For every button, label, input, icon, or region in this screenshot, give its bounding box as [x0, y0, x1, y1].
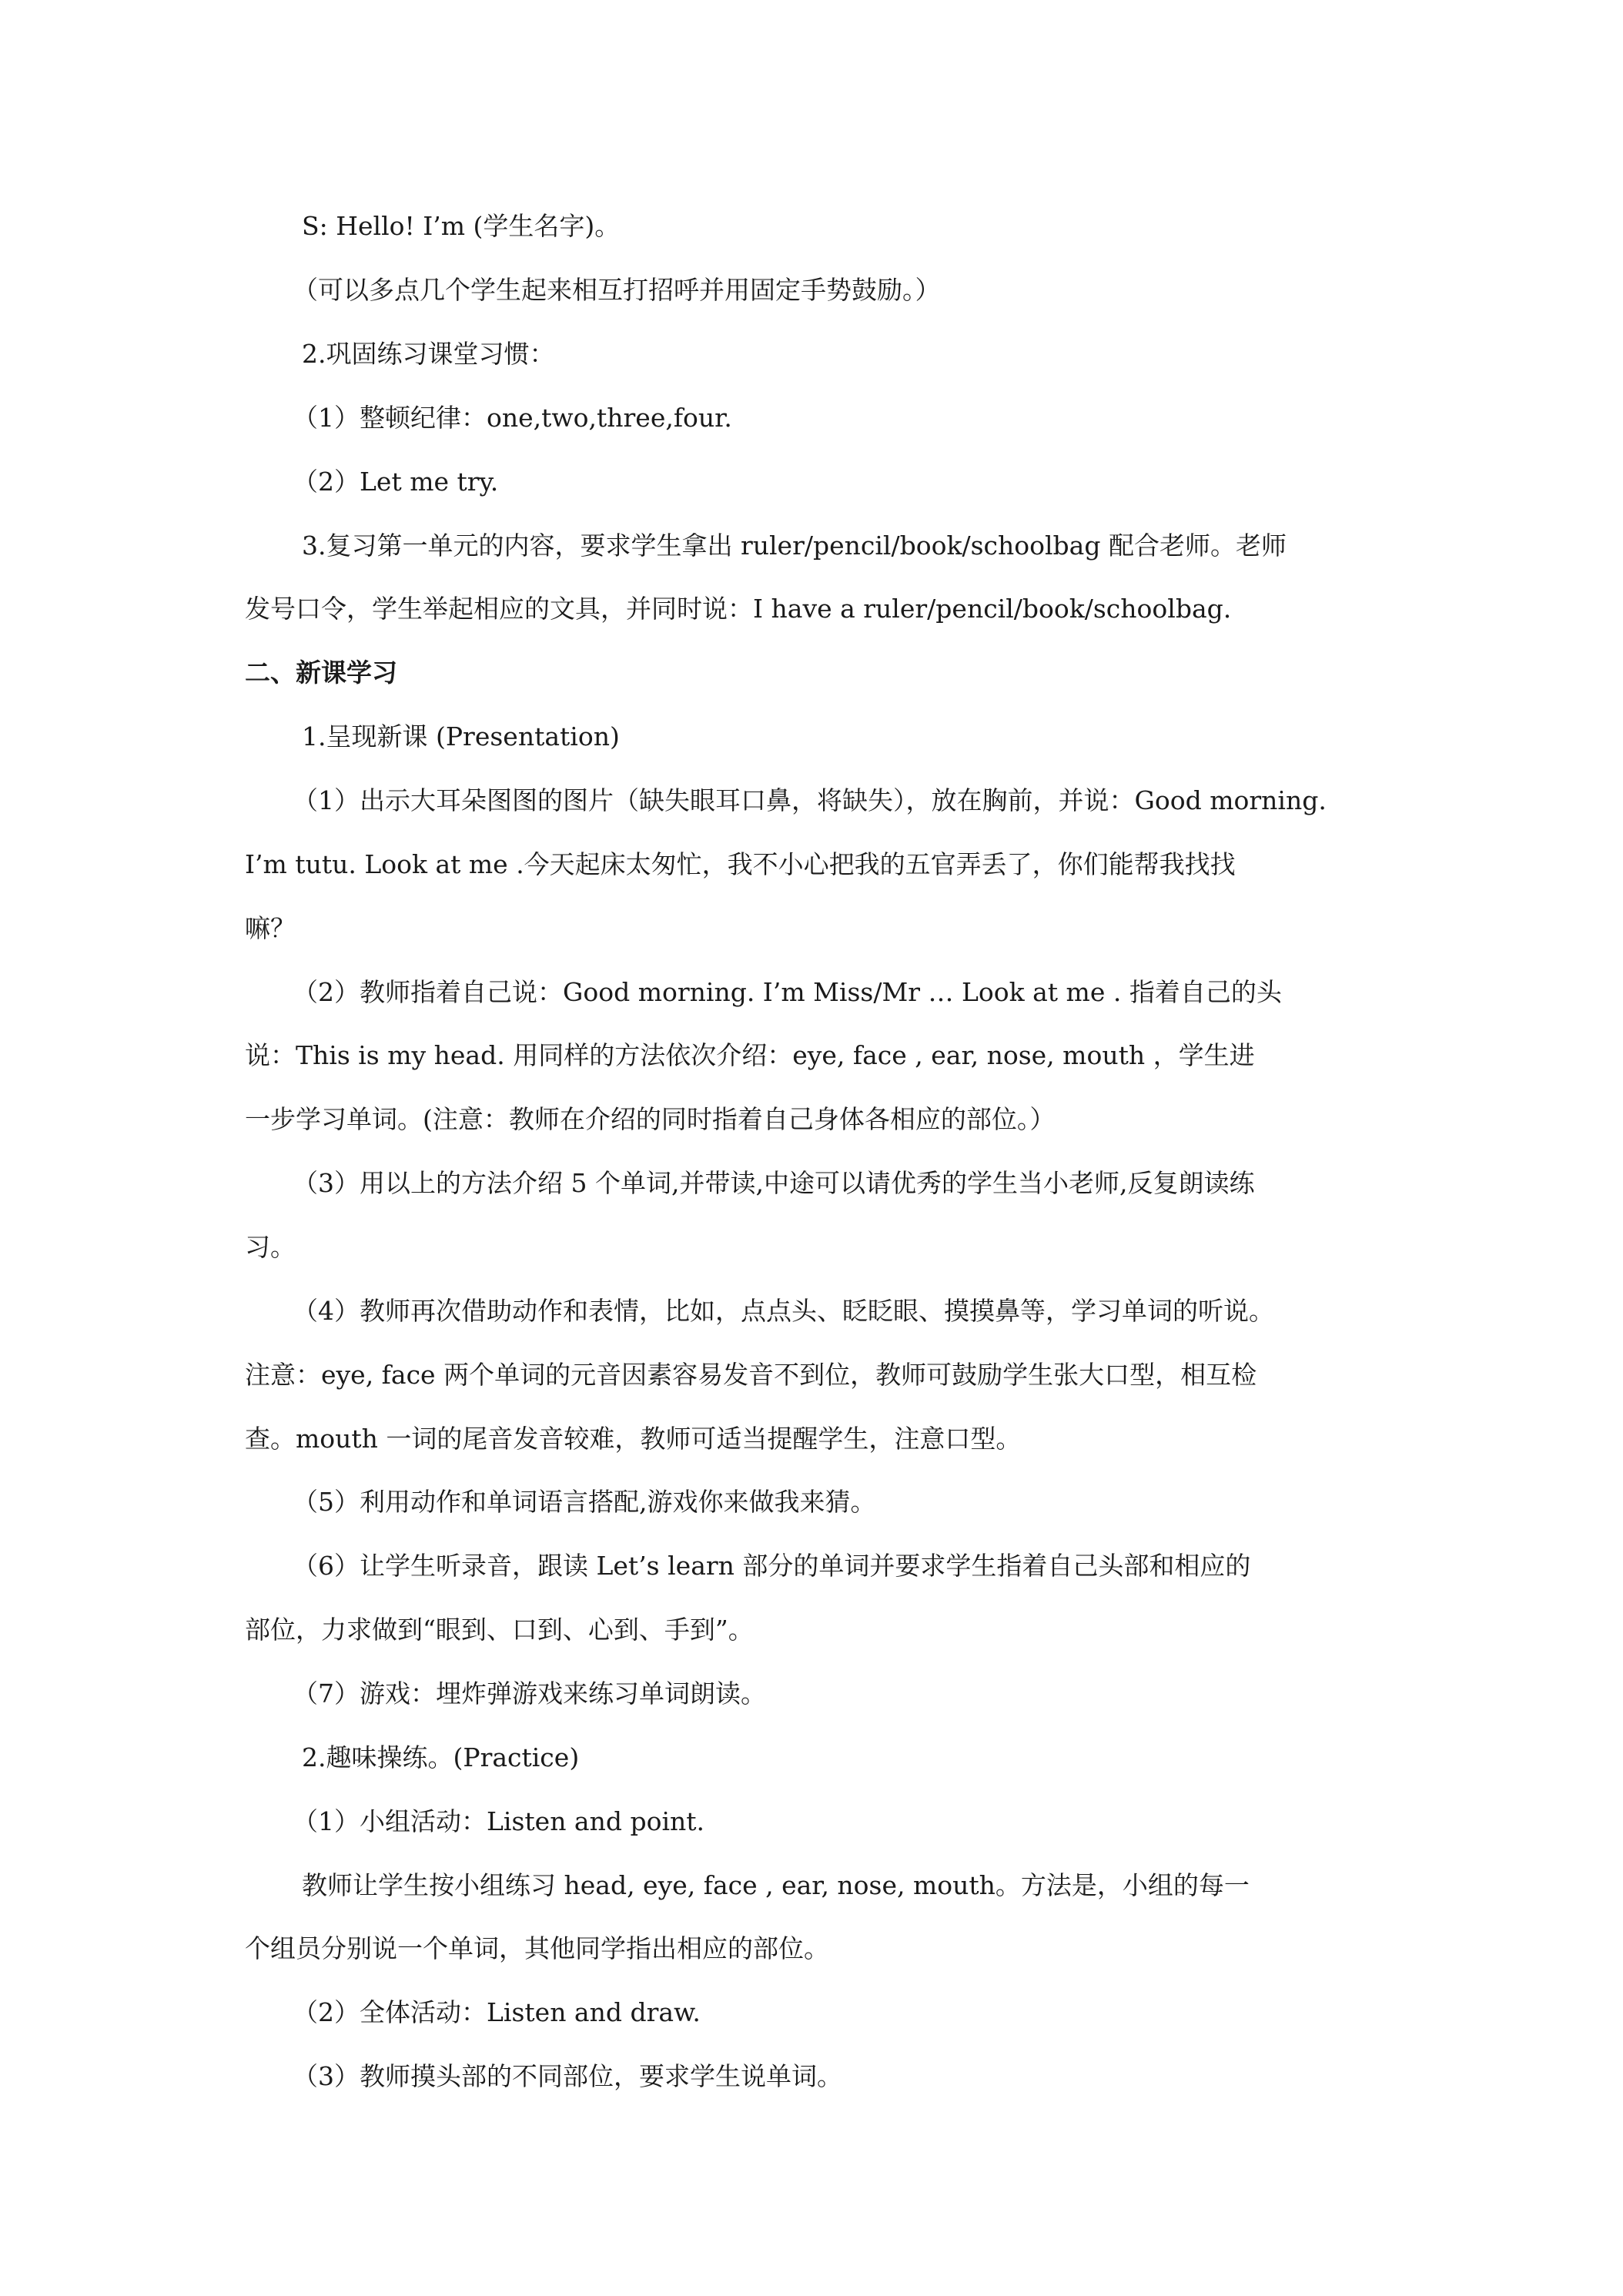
line-presentation-2b: 说：This is my head. 用同样的方法依次介绍：eye, face , ear, nose, mouth ，学生进 — [245, 1040, 1255, 1070]
line-presentation-4b: 注意：eye, face 两个单词的元音因素容易发音不到位，教师可鼓励学生张大口型，相互检 — [245, 1360, 1257, 1390]
line-presentation-title: 1.呈现新课 (Presentation) — [302, 721, 620, 751]
line-presentation-1b: I’m tutu. Look at me .今天起床太匆忙，我不小心把我的五官弄丢了，你们能帮我找找 — [245, 849, 1236, 879]
line-practice-1-desc-b: 个组员分别说一个单词，其他同学指出相应的部位。 — [245, 1933, 829, 1963]
line-review-1: 3.复习第一单元的内容，要求学生拿出 ruler/pencil/book/schoolbag 配合老师。老师 — [302, 530, 1287, 561]
line-presentation-1a: （1）出示大耳朵图图的图片（缺失眼耳口鼻，将缺失），放在胸前，并说：Good morning. — [293, 785, 1327, 815]
line-presentation-5: （5）利用动作和单词语言搭配,游戏你来做我来猜。 — [293, 1487, 876, 1517]
line-presentation-7: （7）游戏：埋炸弹游戏来练习单词朗读。 — [293, 1678, 766, 1709]
line-item-discipline: （1）整顿纪律：one,two,three,four. — [293, 403, 732, 433]
line-review-2: 发号口令，学生举起相应的文具，并同时说：I have a ruler/pencil/book/schoolbag. — [245, 594, 1232, 624]
line-presentation-6a: （6）让学生听录音，跟读 Let’s learn 部分的单词并要求学生指着自己头部和相应的 — [293, 1551, 1251, 1581]
line-presentation-4a: （4）教师再次借助动作和表情，比如，点点头、眨眨眼、摸摸鼻等，学习单词的听说。 — [293, 1296, 1274, 1326]
line-greeting: S: Hello! I’m (学生名字)。 — [302, 211, 621, 241]
line-practice-1: （1）小组活动：Listen and point. — [293, 1806, 705, 1836]
line-presentation-3a: （3）用以上的方法介绍 5 个单词,并带读,中途可以请优秀的学生当小老师,反复朗读练 — [293, 1168, 1255, 1198]
line-presentation-6b: 部位，力求做到“眼到、口到、心到、手到”。 — [245, 1615, 754, 1645]
line-practice-2: （2）全体活动：Listen and draw. — [293, 1997, 701, 2027]
line-item-let-me-try: （2）Let me try. — [293, 467, 499, 497]
line-practice-1-desc-a: 教师让学生按小组练习 head, eye, face , ear, nose, mouth。方法是，小组的每一 — [302, 1870, 1250, 1900]
section-heading-new-lesson: 二、新课学习 — [245, 658, 397, 688]
line-presentation-3b: 习。 — [245, 1232, 296, 1262]
line-note-greeting: （可以多点几个学生起来相互打招呼并用固定手势鼓励。） — [293, 275, 941, 305]
line-presentation-1c: 嘛？ — [245, 913, 296, 943]
line-section-habits: 2.巩固练习课堂习惯： — [302, 339, 555, 369]
line-presentation-2a: （2）教师指着自己说：Good morning. I’m Miss/Mr … Look at me . 指着自己的头 — [293, 977, 1282, 1007]
line-presentation-2c: 一步学习单词。(注意：教师在介绍的同时指着自己身体各相应的部位。） — [245, 1104, 1056, 1134]
line-practice-title: 2.趣味操练。(Practice) — [302, 1742, 580, 1772]
line-practice-3: （3）教师摸头部的不同部位，要求学生说单词。 — [293, 2061, 842, 2091]
line-presentation-4c: 查。mouth 一词的尾音发音较难，教师可适当提醒学生，注意口型。 — [245, 1424, 1022, 1454]
